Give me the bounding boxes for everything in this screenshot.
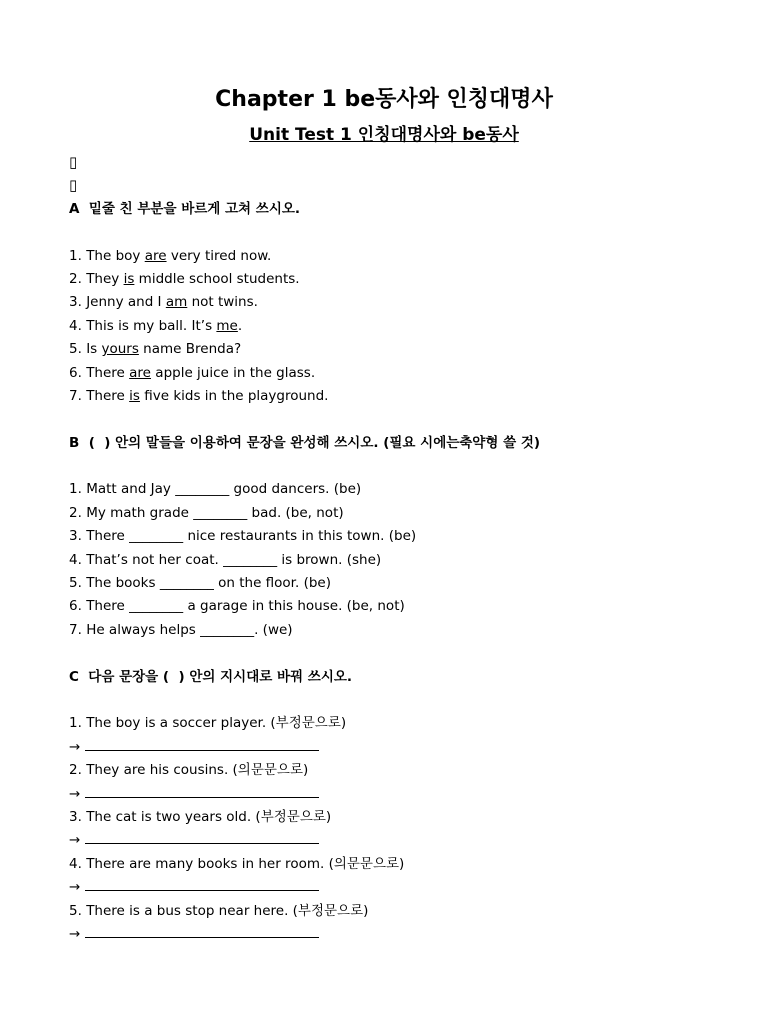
section-a-item <box>69 268 729 291</box>
underlined-word: are <box>129 364 151 381</box>
section-a-item <box>69 245 729 268</box>
item-text: middle school students. <box>134 270 300 287</box>
section-c-heading: C 다음 문장을 ( ) 안의 지시대로 바꿔 쓰시오. <box>69 668 353 685</box>
section-a-item <box>69 385 729 408</box>
arrow-icon: → <box>69 832 81 849</box>
section-b-item <box>69 595 729 618</box>
item-text: There <box>86 387 130 404</box>
item-number: 4. <box>69 551 82 568</box>
section-c-item <box>69 759 729 782</box>
arrow-icon: → <box>69 925 81 942</box>
item-text: Matt and Jay ________ good dancers. (be) <box>86 481 362 498</box>
section-b-item <box>69 502 729 525</box>
spacer <box>69 689 729 712</box>
item-number: 1. <box>69 715 82 732</box>
section-a-heading: A 밑줄 친 부분을 바르게 고쳐 쓰시오. <box>69 200 301 217</box>
placeholder-glyph: ▯ <box>69 176 78 195</box>
item-number: 3. <box>69 294 82 311</box>
answer-blank[interactable] <box>85 830 319 844</box>
item-text: Jenny and I <box>86 294 166 311</box>
item-number: 5. <box>69 902 82 919</box>
item-text: apple juice in the glass. <box>151 364 316 381</box>
item-text: . <box>237 317 243 334</box>
spacer <box>69 642 729 665</box>
item-text: That’s not her coat. ________ is brown. (she) <box>86 551 382 568</box>
item-text: five kids in the playground. <box>139 387 329 404</box>
item-number: 3. <box>69 808 82 825</box>
section-b-item <box>69 525 729 548</box>
item-text: They <box>86 270 124 287</box>
unit-title <box>0 124 768 146</box>
arrow-icon: → <box>69 738 81 755</box>
item-number: 7. <box>69 621 82 638</box>
item-text: They are his cousins. (의문문으로) <box>86 762 309 779</box>
answer-line <box>69 923 729 946</box>
underlined-word: is <box>123 270 135 287</box>
item-number: 7. <box>69 387 82 404</box>
item-text: There is a bus stop near here. (부정문으로) <box>86 902 369 919</box>
item-number: 5. <box>69 575 82 592</box>
item-text: very tired now. <box>166 247 272 264</box>
item-text: There are many books in her room. (의문문으로) <box>86 855 405 872</box>
section-a-item <box>69 338 729 361</box>
placeholder-glyph: ▯ <box>69 153 78 171</box>
section-c-item <box>69 900 729 923</box>
section-b-heading: B ( ) 안의 말들을 이용하여 문장을 완성해 쓰시오. (필요 시에는축약형 쓸 것) <box>69 434 541 451</box>
item-number: 5. <box>69 341 82 358</box>
answer-line <box>69 783 729 806</box>
item-text: There ________ nice restaurants in this town. (be) <box>86 528 417 545</box>
answer-blank[interactable] <box>85 877 319 891</box>
item-number: 6. <box>69 598 82 615</box>
chapter-title: Chapter 1 be동사와 인칭대명사 <box>215 87 553 112</box>
item-text: There ________ a garage in this house. (be, not) <box>86 598 405 615</box>
underlined-word: yours <box>101 341 139 358</box>
item-text: not twins. <box>187 294 258 311</box>
item-number: 1. <box>69 481 82 498</box>
section-b-item <box>69 478 729 501</box>
item-number: 6. <box>69 364 82 381</box>
arrow-icon: → <box>69 879 81 896</box>
item-text: Is <box>86 341 102 358</box>
section-a-item <box>69 291 729 314</box>
item-number: 2. <box>69 762 82 779</box>
underlined-word: am <box>165 294 188 311</box>
underlined-word: are <box>144 247 167 264</box>
section-b-item <box>69 549 729 572</box>
answer-line <box>69 736 729 759</box>
section-c-item <box>69 712 729 735</box>
answer-blank[interactable] <box>85 924 319 938</box>
item-number: 4. <box>69 317 82 334</box>
item-text: The boy is a soccer player. (부정문으로) <box>86 715 347 732</box>
spacer <box>69 221 729 244</box>
answer-blank[interactable] <box>85 737 319 751</box>
item-number: 1. <box>69 247 82 264</box>
answer-line <box>69 876 729 899</box>
underlined-word: me <box>216 317 238 334</box>
section-a-item <box>69 362 729 385</box>
section-b-item <box>69 619 729 642</box>
answer-blank[interactable] <box>85 784 319 798</box>
item-text: This is my ball. It’s <box>86 317 217 334</box>
section-b-item <box>69 572 729 595</box>
item-text: He always helps ________. (we) <box>86 621 293 638</box>
section-c-item <box>69 806 729 829</box>
item-number: 2. <box>69 270 82 287</box>
section-a-item <box>69 315 729 338</box>
item-text: The books ________ on the floor. (be) <box>86 575 331 592</box>
answer-line <box>69 829 729 852</box>
item-text: There <box>86 364 130 381</box>
section-c-item <box>69 853 729 876</box>
spacer <box>69 455 729 478</box>
unit-title-text: Unit Test 1 인칭대명사와 be동사 <box>249 125 519 145</box>
item-number: 4. <box>69 855 82 872</box>
item-text: The boy <box>86 247 145 264</box>
item-text: The cat is two years old. (부정문으로) <box>86 808 332 825</box>
item-number: 3. <box>69 528 82 545</box>
worksheet-body <box>69 151 729 946</box>
underlined-word: is <box>129 387 140 404</box>
item-text: My math grade ________ bad. (be, not) <box>86 504 344 521</box>
arrow-icon: → <box>69 785 81 802</box>
item-text: name Brenda? <box>138 341 242 358</box>
item-number: 2. <box>69 504 82 521</box>
spacer <box>69 408 729 431</box>
